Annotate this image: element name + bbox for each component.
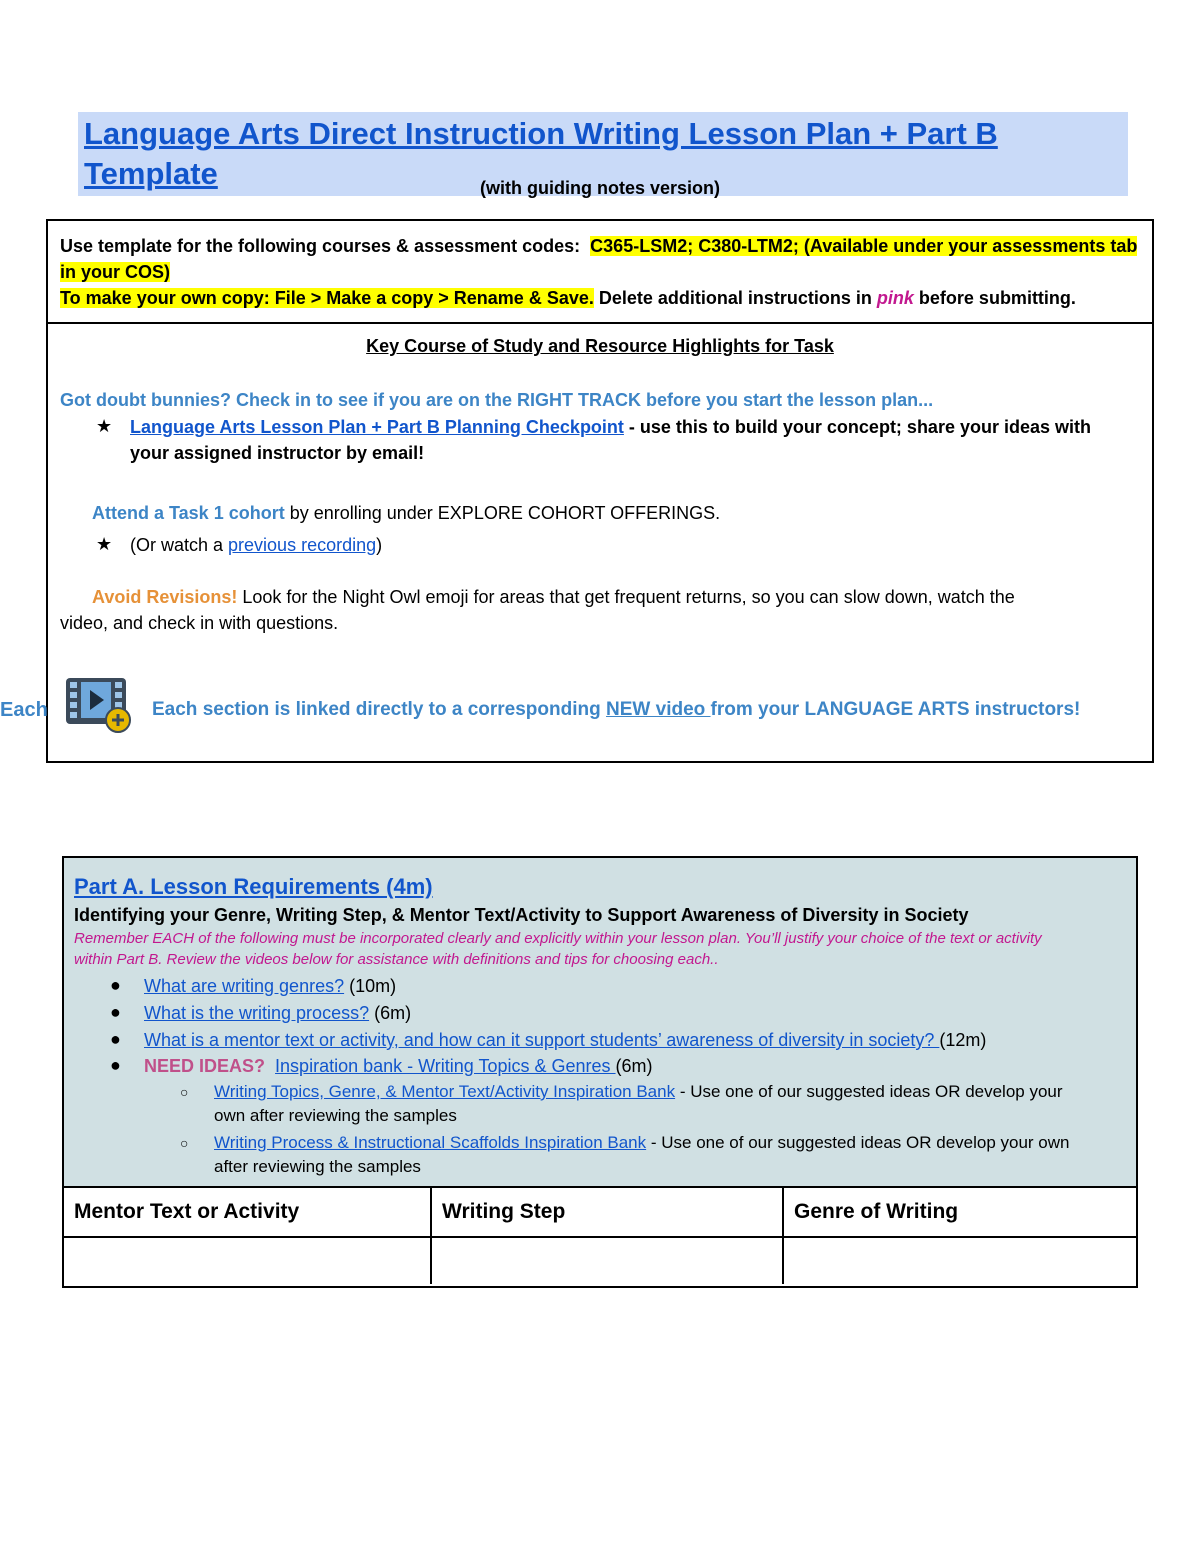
- checkpoint-link[interactable]: Language Arts Lesson Plan + Part B Planning Checkpoint: [130, 417, 624, 437]
- bullet-icon: ●: [110, 1002, 121, 1022]
- requirements-table-header: [64, 1188, 1136, 1238]
- doubt-line: Got doubt bunnies? Check in to see if you are on the RIGHT TRACK before you start the lesson plan...: [60, 390, 934, 410]
- new-video-link[interactable]: NEW video: [606, 699, 711, 720]
- recording-link[interactable]: previous recording: [228, 535, 377, 555]
- recording-line: [130, 532, 382, 558]
- requirements-table-row: [64, 1238, 1136, 1284]
- document-title[interactable]: Language Arts Direct Instruction Writing Lesson Plan + Part B Template: [78, 112, 1128, 196]
- course-codes: C365-LSM2; C380-LTM2; (Available under your assessments tab in your COS): [60, 236, 1138, 282]
- list-item: [144, 1028, 986, 1052]
- sub-item-rest-1: - Use one of our suggested ideas OR develop your own: [646, 1133, 1070, 1152]
- recording-prefix: (Or watch a: [130, 535, 229, 555]
- bullet-icon: ●: [110, 1055, 121, 1075]
- cell-mentor-text[interactable]: [64, 1238, 432, 1284]
- star-bullet-icon: ★: [96, 534, 113, 554]
- delete-pink-word: pink: [876, 288, 914, 308]
- list-item-duration: (6m): [369, 1003, 412, 1023]
- recording-suffix: ): [376, 535, 383, 555]
- video-info-line: [152, 699, 1080, 721]
- part-a-subheading: Identifying your Genre, Writing Step, & Mentor Text/Activity to Support Awareness of Diversity in Society: [74, 905, 969, 925]
- writing-process-video-link[interactable]: What is the writing process?: [144, 1003, 370, 1023]
- part-a-note: [74, 928, 1126, 970]
- sub-item-rest-1: - Use one of our suggested ideas OR develop your: [675, 1082, 1063, 1101]
- need-ideas-label: NEED IDEAS?: [144, 1056, 266, 1076]
- header-mentor-text: Mentor Text or Activity: [64, 1188, 432, 1236]
- header-genre: Genre of Writing: [794, 1200, 959, 1223]
- checkpoint-item: [130, 414, 1140, 466]
- list-item: [144, 1001, 411, 1025]
- checkpoint-rest-1: - use this to build your concept; share your ideas with: [623, 417, 1091, 437]
- cohort-link[interactable]: Attend a Task 1 cohort: [92, 503, 285, 523]
- video-add-icon[interactable]: [64, 674, 134, 736]
- star-bullet-icon: ★: [96, 416, 113, 436]
- part-a-requirements: [64, 858, 1136, 1188]
- list-item-duration: (10m): [344, 976, 397, 996]
- each-label: Each: [0, 699, 48, 721]
- course-codes-section: [48, 221, 1152, 324]
- genres-video-link[interactable]: What are writing genres?: [144, 976, 345, 996]
- header-writing-step: Writing Step: [432, 1188, 784, 1236]
- avoid-rest-2: video, and check in with questions.: [60, 613, 339, 633]
- list-item: [144, 1054, 653, 1078]
- list-item: [144, 974, 396, 998]
- topics-inspiration-link[interactable]: Writing Topics, Genre, & Mentor Text/Activity Inspiration Bank: [214, 1082, 676, 1101]
- inspiration-bank-link[interactable]: Inspiration bank - Writing Topics & Genres: [275, 1056, 616, 1076]
- sub-list-item: [214, 1080, 1124, 1128]
- sub-list-item: [214, 1131, 1124, 1179]
- process-inspiration-link[interactable]: Writing Process & Instructional Scaffolds Inspiration Bank: [214, 1133, 647, 1152]
- bullet-icon: ●: [110, 1029, 121, 1049]
- video-prefix: Each section is linked directly to a corresponding: [152, 699, 607, 720]
- part-a-note-1: Remember EACH of the following must be incorporated clearly and explicitly within your lesson plan. You’ll justify your choice of the text or activity: [74, 930, 1042, 947]
- video-suffix: from your LANGUAGE ARTS instructors!: [710, 699, 1081, 720]
- part-a-heading[interactable]: Part A. Lesson Requirements (4m): [74, 874, 433, 899]
- avoid-rest-1: Look for the Night Owl emoji for areas that get frequent returns, so you can slow down, watch the: [237, 587, 1015, 607]
- copy-instruction: To make your own copy: File > Make a copy > Rename & Save.: [60, 288, 594, 308]
- document-subtitle: (with guiding notes version): [480, 178, 720, 198]
- delete-prefix: Delete additional instructions in: [593, 288, 877, 308]
- avoid-revisions-text: [60, 584, 1150, 636]
- courses-prefix: Use template for the following courses & assessment codes:: [60, 236, 581, 256]
- highlights-section: [48, 324, 1152, 761]
- sub-item-rest-2: after reviewing the samples: [214, 1157, 421, 1176]
- avoid-revisions-label: Avoid Revisions!: [92, 587, 238, 607]
- sub-item-rest-2: own after reviewing the samples: [214, 1106, 457, 1125]
- key-course-heading: Key Course of Study and Resource Highlights for Task: [366, 336, 834, 356]
- list-item-duration: (12m): [939, 1030, 987, 1050]
- sub-bullet-icon: ○: [180, 1135, 189, 1151]
- checkpoint-rest-2: your assigned instructor by email!: [130, 443, 425, 463]
- part-a-box: [62, 856, 1138, 1288]
- cell-writing-step[interactable]: [432, 1238, 784, 1284]
- cell-genre[interactable]: [784, 1238, 1136, 1284]
- cohort-line: [92, 500, 720, 526]
- cohort-rest: by enrolling under EXPLORE COHORT OFFERINGS.: [284, 503, 721, 523]
- delete-suffix: before submitting.: [913, 288, 1076, 308]
- bullet-icon: ●: [110, 975, 121, 995]
- list-item-duration: (6m): [615, 1056, 653, 1076]
- part-a-note-2: within Part B. Review the videos below for assistance with definitions and tips for choosing each..: [74, 951, 719, 968]
- instructions-box: [46, 219, 1154, 763]
- mentor-text-video-link[interactable]: What is a mentor text or activity, and how can it support students’ awareness of diversity in society?: [144, 1030, 940, 1050]
- sub-bullet-icon: ○: [180, 1084, 189, 1100]
